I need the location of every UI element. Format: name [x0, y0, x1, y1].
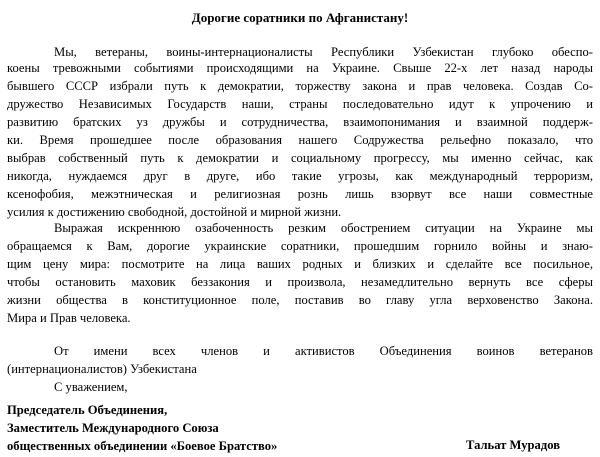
text-line: обращаемся к Вам, дорогие украинские соратники, прошедшим горнило войны и знаю- — [7, 239, 593, 253]
text-line: дружество Независимых Государств наши, страны последовательно идут к упрочению и — [7, 97, 593, 111]
signatory-name: Тальат Мурадов — [466, 438, 560, 452]
text-line: От имени всех членов и активистов Объединения воинов ветеранов — [54, 344, 593, 358]
text-line: ки. Время прошедшее после образования нашего Содружества рельефно показало, что — [7, 133, 593, 147]
text-line: ксенофобия, межэтническая и религиозная рознь лишь взорвут все наши совместные — [7, 187, 593, 201]
text-line: усилия к достижению свободной, достойной и мирной жизни. — [7, 205, 342, 219]
signature-title-line: Заместитель Международного Союза — [7, 421, 219, 435]
text-line: жизни общества в конституционное поле, поставив во главу угла верховенство Закона. — [7, 293, 593, 307]
text-line: бывшего СССР избрали путь к демократии, торжеству закона и прав человека. Создав Со- — [7, 79, 593, 93]
text-line: чтобы остановить маховик беззакония и произвола, незамедлительно вернуть все сферы — [7, 275, 593, 289]
text-line: (интернационалистов) Узбекистана — [7, 362, 197, 376]
closing-salutation: С уважением, — [54, 380, 128, 394]
text-line: выбрав собственный путь к демократии и социальному прогрессу, мы именно сейчас, как — [7, 151, 593, 165]
signature-title-line: Председатель Объединения, — [7, 403, 168, 417]
text-line: никогда, нуждаемся друг в друге, ибо такие угрозы, как международный терроризм, — [7, 169, 593, 183]
text-line: Мы, ветераны, воины-интернационалисты Республики Узбекистан глубоко обеспо- — [54, 45, 593, 59]
text-line: Мира и Прав человека. — [7, 311, 131, 325]
text-line: коены тревожными событиями происходящими на Украине. Свыше 22-х лет назад народы — [7, 61, 593, 75]
letter-title: Дорогие соратники по Афганистану! — [191, 10, 409, 25]
signature-title-line: общественных объединении «Боевое Братство» — [7, 439, 278, 453]
text-line: Выражая искреннюю озабоченность резким обострением ситуации на Украине мы — [54, 221, 593, 235]
text-line: щим цену мира: посмотрите на лица ваших родных и близких и сделайте все посильное, — [7, 257, 593, 271]
text-line: развитию братских уз дружбы и сотрудничества, взаимопонимания и взаимной поддерж- — [7, 115, 593, 129]
